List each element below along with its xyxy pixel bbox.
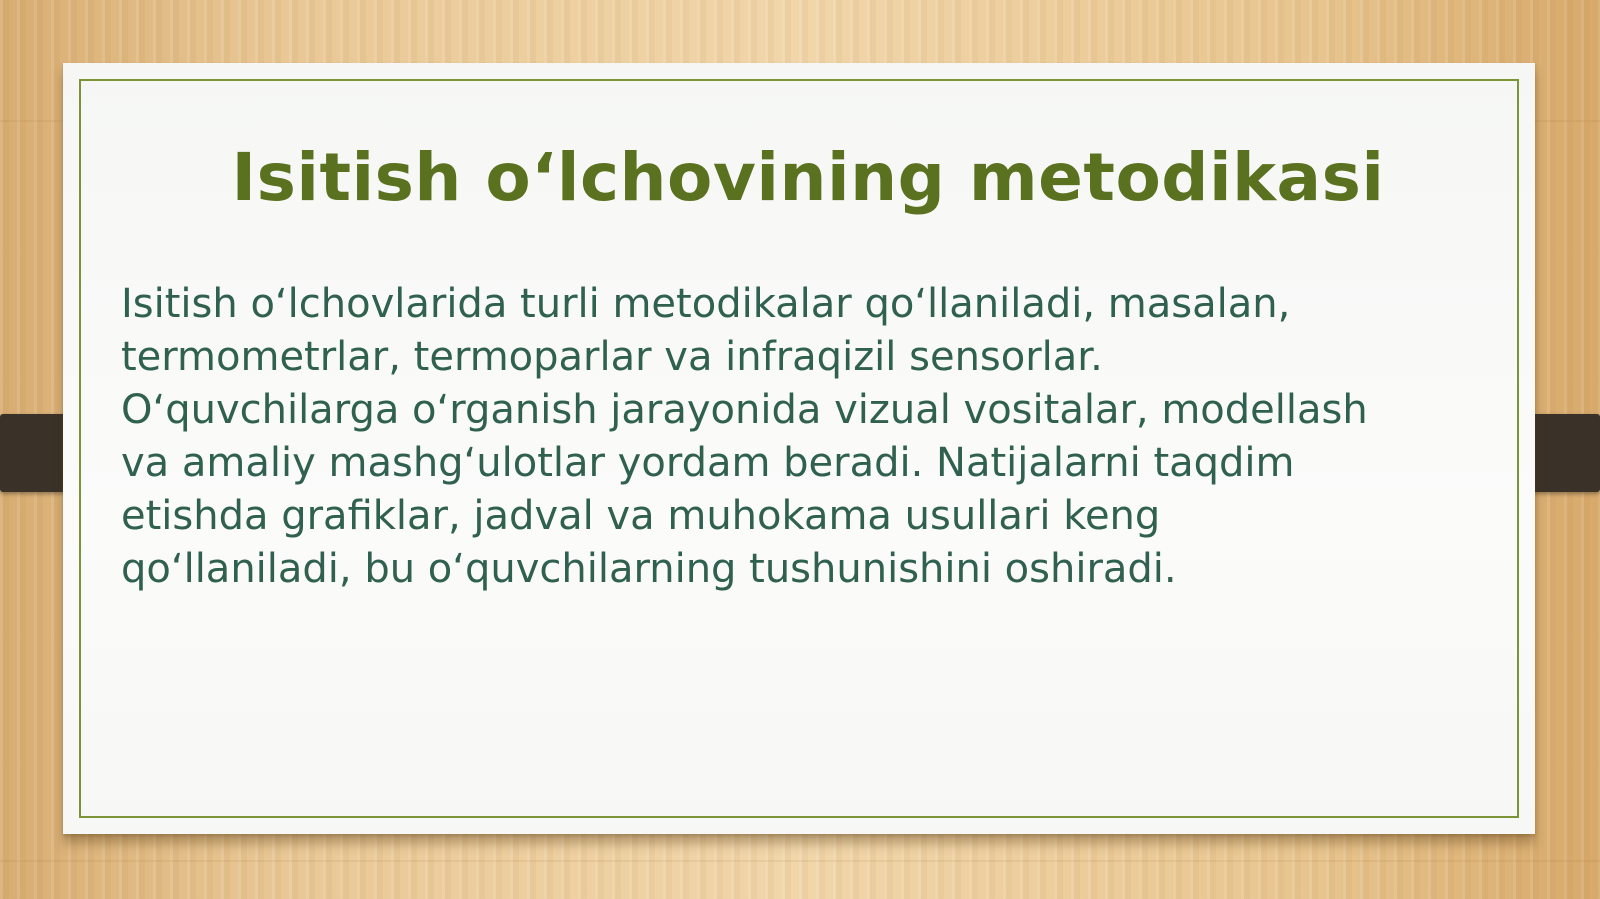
wood-grain: [0, 860, 1600, 862]
slide-title: Isitish o‘lchovining metodikasi: [231, 139, 1385, 216]
slide-paper: [63, 63, 1535, 834]
slide-body-text: Isitish o‘lchovlarida turli metodikalar qo‘llaniladi, masalan, termometrlar, termoparlar va infraqizil sensorlar. O‘quvchilarga o‘rganish jarayonida vizual vositalar, modellash va amaliy mashg‘ulotlar yordam beradi. Natijalarni taqdim etishda grafiklar, jadval va muhokama usullari keng qo‘llaniladi, bu o‘quvchilarning tushunishini oshiradi.: [121, 281, 1368, 592]
